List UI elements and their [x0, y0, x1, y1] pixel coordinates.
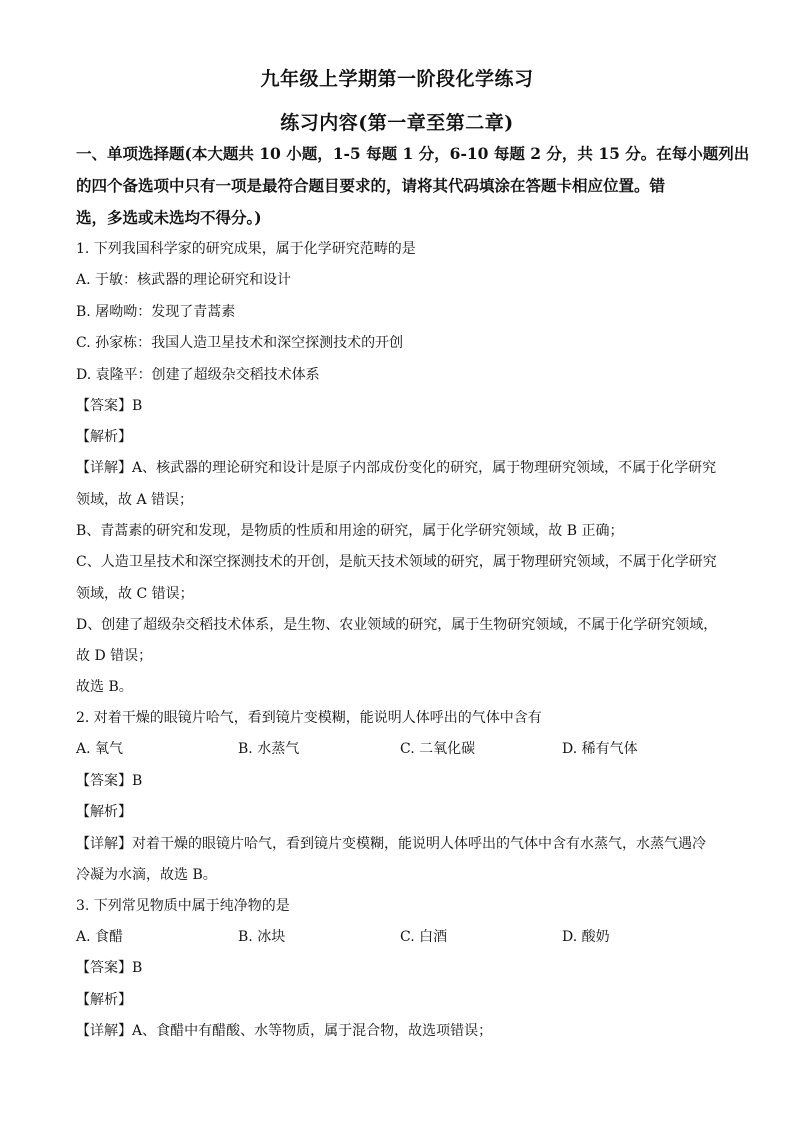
question-1-detail-line: 故选 B。	[76, 679, 133, 695]
question-3-option-a: A. 食醋	[76, 929, 124, 945]
question-2-option-a: A. 氧气	[76, 741, 124, 757]
section-instruction-line-1: 一、单项选择题(本大题共 10 小题，1-5 每题 1 分，6-10 每题 2 分，共 15 分。在每小题列出	[76, 144, 750, 163]
question-2-option-c: C. 二氧化碳	[400, 741, 476, 757]
question-3-option-c: C. 白酒	[400, 929, 448, 945]
question-1-detail-line: 领域，故 A 错误；	[76, 492, 194, 508]
question-1-stem: 1. 下列我国科学家的研究成果，属于化学研究范畴的是	[76, 241, 416, 257]
question-2-analysis-label: 【解析】	[76, 804, 132, 820]
section-instruction-line-3: 选，多选或未选均不得分。)	[76, 208, 262, 227]
question-2-detail-line: 【详解】对着干燥的眼镜片哈气，看到镜片变模糊，能说明人体呼出的气体中含有水蒸气，水蒸气遇冷	[76, 836, 706, 852]
question-1-detail-line: 【详解】A、核武器的理论研究和设计是原子内部成份变化的研究，属于物理研究领域，不属于化学研究	[76, 460, 717, 476]
question-1-analysis-label: 【解析】	[76, 429, 132, 445]
question-1-detail-line: 领域，故 C 错误；	[76, 586, 194, 602]
question-3-stem: 3. 下列常见物质中属于纯净物的是	[76, 898, 290, 914]
question-1-option-c: C. 孙家栋：我国人造卫星技术和深空探测技术的开创	[76, 335, 404, 351]
question-3-answer: 【答案】B	[76, 960, 143, 976]
question-1-detail-line: C、人造卫星技术和深空探测技术的开创，是航天技术领域的研究，属于物理研究领域，不属于化学研究	[76, 554, 717, 570]
question-2-option-d: D. 稀有气体	[562, 741, 638, 757]
question-1-option-d: D. 袁隆平：创建了超级杂交稻技术体系	[76, 367, 320, 383]
question-3-analysis-label: 【解析】	[76, 992, 132, 1008]
question-1-option-b: B. 屠呦呦：发现了青蒿素	[76, 304, 236, 320]
page-title: 九年级上学期第一阶段化学练习	[260, 68, 534, 90]
section-instruction-line-2: 的四个备选项中只有一项是最符合题目要求的，请将其代码填涂在答题卡相应位置。错	[76, 176, 666, 195]
question-3-option-b: B. 冰块	[238, 929, 286, 945]
question-2-detail-line: 冷凝为水滴，故选 B。	[76, 867, 217, 883]
question-1-detail-line: D、创建了超级杂交稻技术体系，是生物、农业领域的研究，属于生物研究领域，不属于化学研究领域，	[76, 617, 718, 633]
question-1-detail-line: B、青蒿素的研究和发现，是物质的性质和用途的研究，属于化学研究领域，故 B 正确；	[76, 523, 624, 539]
question-2-option-b: B. 水蒸气	[238, 741, 300, 757]
question-1-option-a: A. 于敏：核武器的理论研究和设计	[76, 272, 292, 288]
question-3-detail-line: 【详解】A、食醋中有醋酸、水等物质，属于混合物，故选项错误；	[76, 1023, 493, 1039]
question-3-option-d: D. 酸奶	[562, 929, 610, 945]
question-1-detail-line: 故 D 错误；	[76, 648, 153, 664]
question-2-answer: 【答案】B	[76, 773, 143, 789]
question-1-answer: 【答案】B	[76, 398, 143, 414]
page-subtitle: 练习内容(第一章至第二章)	[280, 112, 514, 134]
question-2-stem: 2. 对着干燥的眼镜片哈气，看到镜片变模糊，能说明人体呼出的气体中含有	[76, 710, 542, 726]
